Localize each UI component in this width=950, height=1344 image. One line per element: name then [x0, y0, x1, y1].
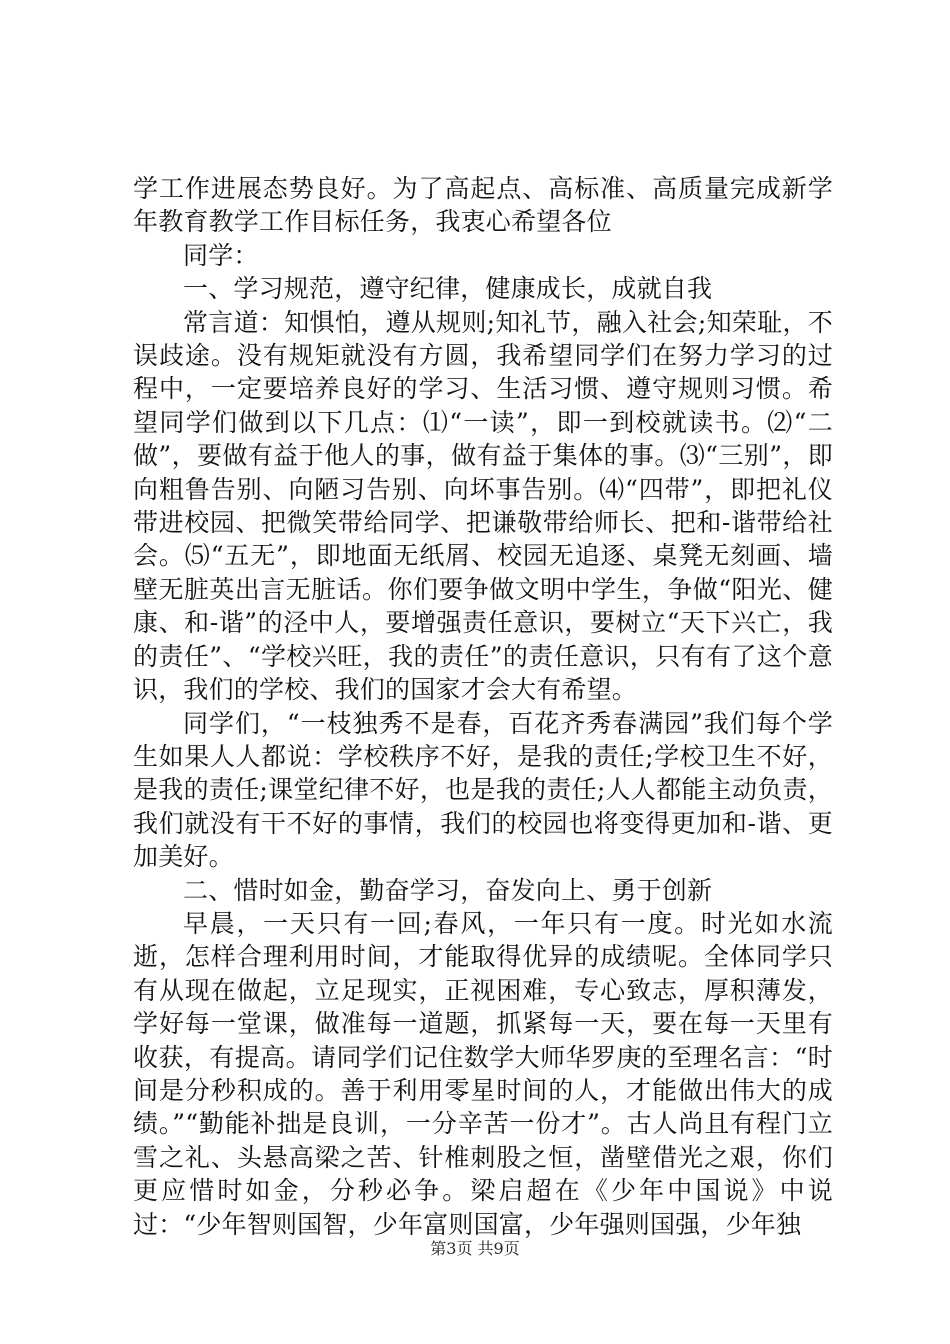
document-body [133, 172, 833, 1241]
paragraph-rules: 常言道：知惧怕，遵从规则;知礼节，融入社会;知荣耻，不误歧途。没有规矩就没有方圆，我希望同学们在努力学习的过程中，一定要培养良好的学习、生活习惯、遵守规则习惯。希望同学们做到以下几点：⑴“一读”，即一到校就读书。⑵“二做”，要做有益于他人的事，做有益于集体的事。⑶“三别”，即向粗鲁告别、向陋习告别、向坏事告别。⑷“四带”，即把礼仪带进校园、把微笑带给同学、把谦敬带给师长、把和-谐带给社会。⑸“五无”，即地面无纸屑、校园无追逐、桌凳无刻画、墙壁无脏英出言无脏话。你们要争做文明中学生，争做“阳光、健康、和-谐”的泾中人，要增强责任意识，要树立“天下兴亡，我的责任”、“学校兴旺，我的责任”的责任意识，只有有了这个意识，我们的学校、我们的国家才会大有希望。 [133, 307, 833, 705]
paragraph-time: 早晨，一天只有一回;春风，一年只有一度。时光如水流逝，怎样合理利用时间，才能取得优异的成绩呢。全体同学只有从现在做起，立足现实，正视困难，专心致志，厚积薄发，学好每一堂课，做准每一道题，抓紧每一天，要在每一天里有收获，有提高。请同学们记住数学大师华罗庚的至理名言：“时间是分秒积成的。善于利用零星时间的人，才能做出伟大的成绩。”“勤能补拙是良训，一分辛苦一份才”。古人尚且有程门立雪之礼、头悬高梁之苦、针椎刺股之恒，凿壁借光之艰，你们更应惜时如金，分秒必争。梁启超在《少年中国说》中说过：“少年智则国智，少年富则国富，少年强则国强，少年独 [133, 908, 833, 1239]
section-heading-1: 一、学习规范，遵守纪律，健康成长，成就自我 [183, 274, 713, 304]
section-heading-2: 二、惜时如金，勤奋学习，奋发向上、勇于创新 [183, 875, 713, 905]
paragraph-salutation: 同学： [183, 240, 259, 270]
paragraph-responsibility: 同学们，“一枝独秀不是春，百花齐秀春满园”我们每个学生如果人人都说：学校秩序不好，是我的责任;学校卫生不好，是我的责任;课堂纪律不好，也是我的责任;人人都能主动负责，我们就没有干不好的事情，我们的校园也将变得更加和-谐、更加美好。 [133, 708, 833, 872]
page-footer: 第3页 共9页 [430, 1239, 520, 1258]
paragraph-continuation: 学工作进展态势良好。为了高起点、高标准、高质量完成新学年教育教学工作目标任务，我衷心希望各位 [133, 174, 833, 237]
